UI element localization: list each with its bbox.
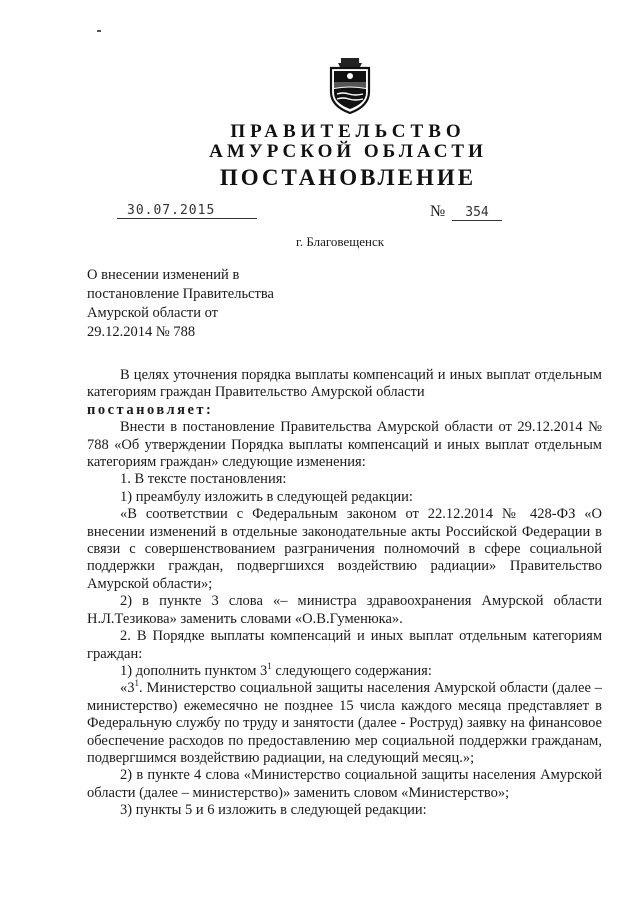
paragraph: Внести в постановление Правительства Амурской области от 29.12.2014 № 788 «Об утверждении Порядка выплаты компенсаций и иных выплат отдельным категориям граждан» следующие изменения: xyxy=(87,419,602,471)
government-title: ПРАВИТЕЛЬСТВО xyxy=(230,121,466,142)
document-date: 30.07.2015 xyxy=(117,203,257,219)
subject-line: О внесении изменений в xyxy=(87,267,240,283)
resolves-keyword: постановляет: xyxy=(87,401,214,418)
paragraph: 3) пункты 5 и 6 изложить в следующей редакции: xyxy=(120,802,427,819)
document-number: 354 xyxy=(452,205,502,221)
subject-line: постановление Правительства xyxy=(87,286,274,302)
superscript: 1 xyxy=(267,661,272,672)
region-title: АМУРСКОЙ ОБЛАСТИ xyxy=(209,141,487,162)
paragraph-text: 1) дополнить пунктом 3 xyxy=(120,662,268,679)
document-body xyxy=(87,367,602,820)
paragraph: 1. В тексте постановления: xyxy=(120,471,287,488)
city: г. Благовещенск xyxy=(295,234,385,249)
paragraph: 1) преамбулу изложить в следующей редакции: xyxy=(120,488,413,505)
scan-speck xyxy=(97,30,101,32)
coat-of-arms-icon xyxy=(325,58,375,114)
document-type: ПОСТАНОВЛЕНИЕ xyxy=(219,165,477,190)
subject-block xyxy=(87,266,274,342)
paragraph: «В соответствии с Федеральным законом от 22.12.2014 № 428-ФЗ «О внесении изменений в отдельные законодательные акты Российской Федерации в связи с совершенствованием разграничения полномочий в сфере социальной поддержки граждан, подвергшихся воздействию радиации» Правительство Амурской области»; xyxy=(87,506,602,592)
paragraph xyxy=(87,663,602,680)
paragraph: 2) в пункте 4 слова «Министерство социальной защиты населения Амурской области (далее – министерство)» заменить словом «Министерство»; xyxy=(87,767,602,801)
subject-line: 29.12.2014 № 788 xyxy=(87,324,196,340)
subject-line: Амурской области от xyxy=(87,305,219,321)
paragraph: 2. В Порядке выплаты компенсаций и иных выплат отдельным категориям граждан: xyxy=(87,628,602,662)
number-label: № xyxy=(430,203,446,220)
superscript: 1 xyxy=(134,678,139,689)
paragraph xyxy=(87,680,602,767)
preamble: В целях уточнения порядка выплаты компенсаций и иных выплат отдельным категориям граждан Правительство Амурской области xyxy=(87,367,602,401)
paragraph-text: следующего содержания: xyxy=(271,662,432,679)
paragraph-text: . Министерство социальной защиты населения Амурской области (далее – министерство) ежемесячно не позднее 15 числа каждого месяца представляет в Федеральную службу по труду и занятости (далее - Роструд) заявку на финансовое обеспечение расходов по предоставлению мер социальной поддержки гражданам, подвергшимся воздействию радиации, на следующий месяц.»; xyxy=(87,680,602,766)
paragraph-text: «3 xyxy=(120,680,135,697)
paragraph: 2) в пункте 3 слова «– министра здравоохранения Амурской области Н.Л.Тезикова» заменить словами «О.В.Гуменюка». xyxy=(87,593,602,627)
